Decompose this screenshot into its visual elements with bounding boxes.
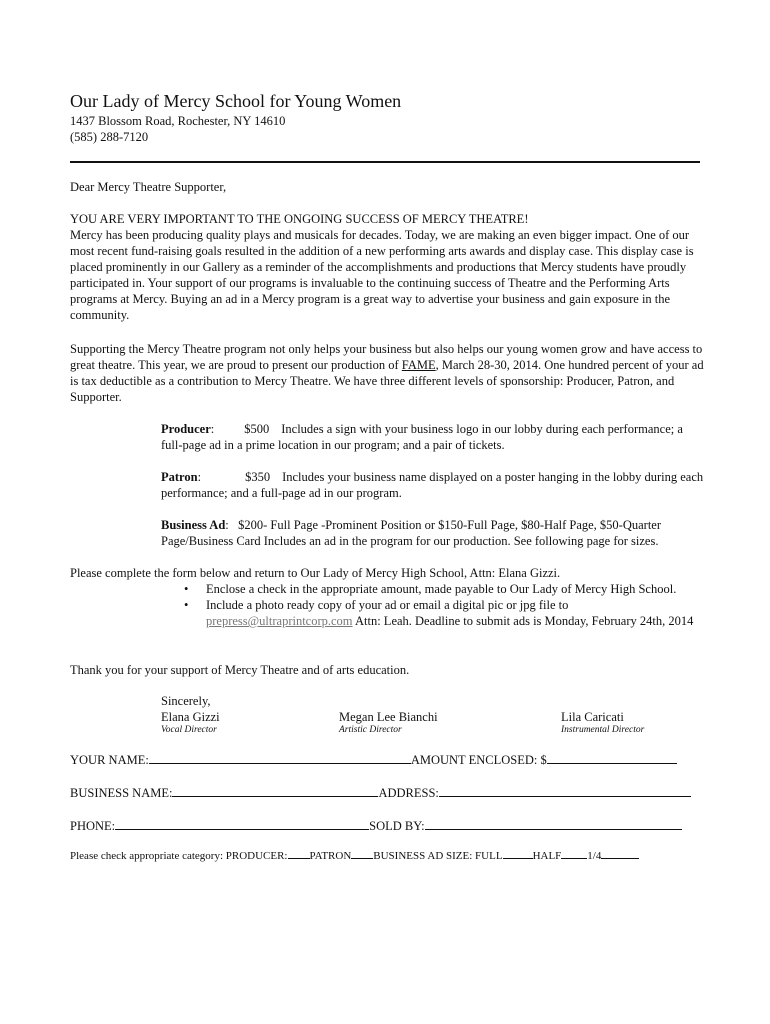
paragraph-1-text: Mercy has been producing quality plays and musicals for decades. Today, we are making an even bigger impact. One of our most recent fund-raising goals resulted in the addition of a new performing arts awards and display case. This display case is placed prominently in our Gallery as a reminder of the accomplishments and productions that Mercy students have proudly participated in. Your support of our programs is invaluable to the continuing success of Theatre and the Performing Arts programs at Mercy. Buying an ad in a Mercy program is a great way to advertise your business and gain exposure in the community. bbox=[70, 228, 694, 322]
school-name: Our Lady of Mercy School for Young Women bbox=[70, 91, 402, 111]
sold-by-field[interactable] bbox=[425, 818, 682, 830]
producer-label: Producer bbox=[161, 422, 211, 436]
phone-line: (585) 288-7120 bbox=[70, 130, 149, 144]
producer-amount: $500 bbox=[244, 422, 270, 436]
address-field[interactable] bbox=[439, 785, 691, 797]
phone-field[interactable] bbox=[115, 818, 369, 830]
production-title: FAME bbox=[401, 358, 436, 372]
half-checkbox[interactable] bbox=[561, 849, 587, 859]
category-row bbox=[70, 849, 639, 862]
header-divider bbox=[70, 161, 700, 163]
patron-checkbox[interactable] bbox=[351, 849, 373, 859]
signer-name: Lila Caricati bbox=[561, 710, 624, 724]
thank-you-line: Thank you for your support of Mercy Theatre and of arts education. bbox=[70, 663, 410, 677]
salutation: Dear Mercy Theatre Supporter, bbox=[70, 180, 227, 194]
instruction-list bbox=[180, 581, 700, 629]
producer-desc: Includes a sign with your business logo in our lobby during each performance; a full-page ad in a prime location in our program; and a pair of tickets. bbox=[161, 422, 683, 452]
bullet-icon: • bbox=[184, 598, 189, 612]
amount-field[interactable] bbox=[547, 752, 677, 764]
bullet-icon: • bbox=[184, 582, 189, 596]
list-item bbox=[180, 581, 700, 597]
signer-title: Instrumental Director bbox=[561, 725, 645, 735]
email-link[interactable]: prepress@ultraprintcorp.com bbox=[206, 614, 353, 628]
form-row-phone bbox=[70, 818, 682, 834]
signature-block bbox=[339, 710, 438, 735]
your-name-field[interactable] bbox=[149, 752, 411, 764]
level-producer: Producer: $500 Includes a sign with your business logo in our lobby during each performance; a full-page ad in a prime location in our program; and a pair of tickets. bbox=[161, 422, 683, 452]
list-item bbox=[180, 597, 700, 629]
signature-block bbox=[161, 710, 220, 735]
phone-label: PHONE: bbox=[70, 819, 116, 833]
closing: Sincerely, bbox=[161, 694, 211, 708]
signer-name: Megan Lee Bianchi bbox=[339, 710, 438, 724]
level-patron: Patron: $350 Includes your business name displayed on a poster hanging in the lobby during each performance; and a full-page ad in our program. bbox=[161, 470, 704, 500]
quarter-checkbox[interactable] bbox=[601, 849, 639, 859]
business-name-label: BUSINESS NAME: bbox=[70, 786, 173, 800]
sold-by-label: SOLD BY: bbox=[369, 819, 425, 833]
signature-block bbox=[561, 710, 644, 735]
bullet-2-end: Attn: Leah. Deadline to submit ads is Monday, February 24th, 2014 bbox=[352, 614, 694, 628]
signer-title: Artistic Director bbox=[339, 725, 402, 735]
signer-title: Vocal Director bbox=[161, 725, 217, 735]
headline: YOU ARE VERY IMPORTANT TO THE ONGOING SUCCESS OF MERCY THEATRE! bbox=[70, 212, 529, 226]
instructions-intro: Please complete the form below and return to Our Lady of Mercy High School, Attn: Elana Gizzi. bbox=[70, 566, 561, 580]
your-name-label: YOUR NAME: bbox=[70, 753, 149, 767]
address-line: 1437 Blossom Road, Rochester, NY 14610 bbox=[70, 114, 286, 128]
form-row-business bbox=[70, 785, 691, 801]
patron-option: PATRON bbox=[309, 850, 352, 862]
business-ad-label: Business Ad bbox=[161, 518, 226, 532]
patron-desc: Includes your business name displayed on a poster hanging in the lobby during each performance; and a full-page ad in our program. bbox=[161, 470, 704, 500]
patron-amount: $350 bbox=[245, 470, 271, 484]
form-row-name bbox=[70, 752, 677, 768]
paragraph-2-end: , March 28-30, 2014. One hundred percent of your ad is tax deductible as a contribution to Mercy Theatre. We have three different levels of sponsorship: Producer, Patron, and Supporter. bbox=[70, 358, 704, 404]
quarter-option: 1/4 bbox=[587, 850, 602, 862]
address-label: ADDRESS: bbox=[378, 786, 439, 800]
school-address bbox=[70, 113, 285, 145]
producer-checkbox[interactable] bbox=[288, 849, 310, 859]
paragraph-2-start: Supporting the Mercy Theatre program not only helps your business but also helps our young women grow and have access to great theatre. This year, we are proud to present our production of bbox=[70, 342, 703, 372]
half-option: HALF bbox=[532, 850, 562, 862]
full-checkbox[interactable] bbox=[503, 849, 533, 859]
business-ad-desc: $200- Full Page -Prominent Position or $150-Full Page, $80-Half Page, $50-Quarter Page/Business Card Includes an ad in the program for our production. See following page for sizes. bbox=[161, 518, 662, 548]
level-business-ad: Business Ad: $200- Full Page -Prominent Position or $150-Full Page, $80-Half Page, $50-Quarter Page/Business Card Includes an ad in the program for our production. See following page for sizes. bbox=[161, 518, 662, 548]
letter-paragraph-1 bbox=[70, 211, 710, 323]
signer-name: Elana Gizzi bbox=[161, 710, 220, 724]
business-ad-size-option: BUSINESS AD SIZE: FULL bbox=[373, 850, 503, 862]
category-prompt: Please check appropriate category: PRODUCER: bbox=[70, 850, 288, 862]
amount-enclosed-label: AMOUNT ENCLOSED: $ bbox=[410, 753, 547, 767]
business-name-field[interactable] bbox=[172, 785, 378, 797]
letter-paragraph-2 bbox=[70, 341, 710, 405]
bullet-1-text: Enclose a check in the appropriate amount, made payable to Our Lady of Mercy High School. bbox=[206, 582, 677, 596]
bullet-2-start: Include a photo ready copy of your ad or email a digital pic or jpg file to bbox=[206, 598, 569, 612]
patron-label: Patron bbox=[161, 470, 198, 484]
